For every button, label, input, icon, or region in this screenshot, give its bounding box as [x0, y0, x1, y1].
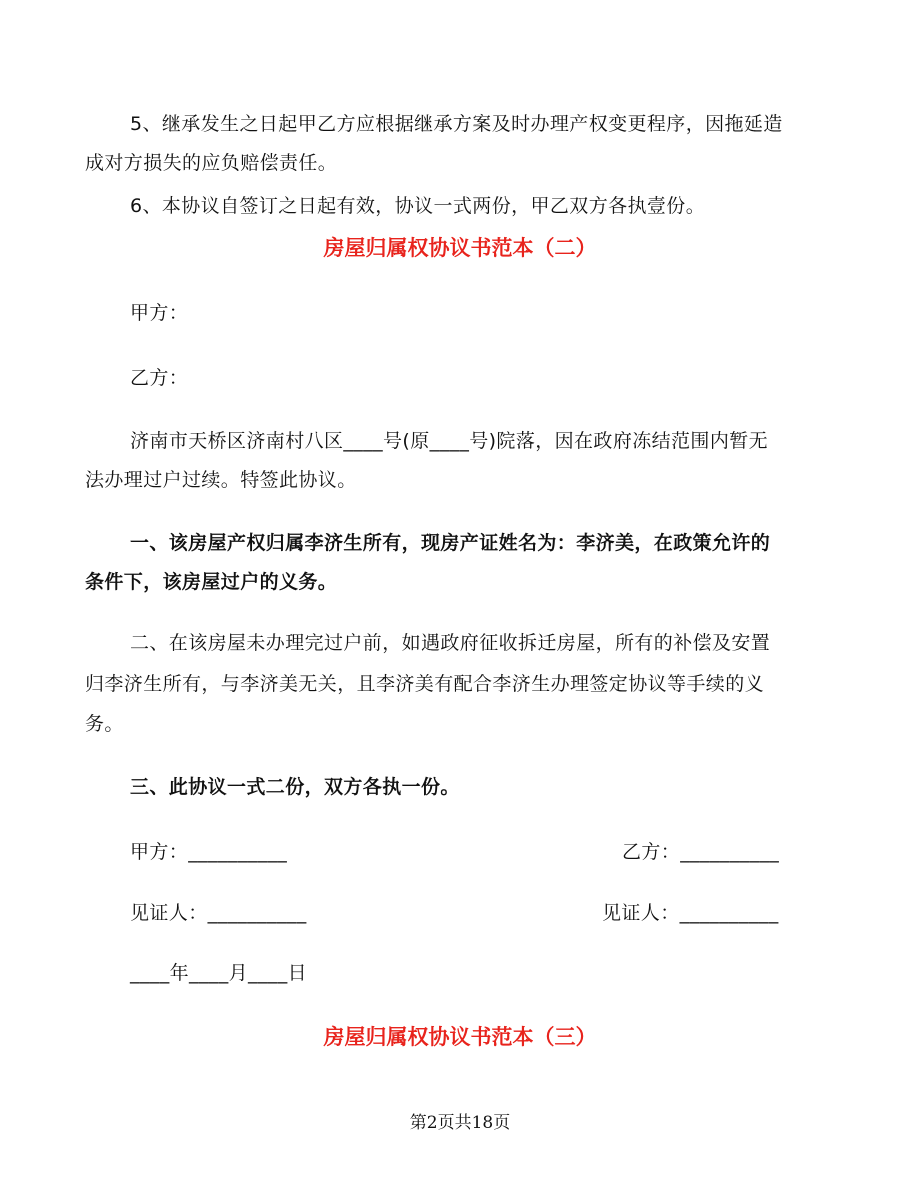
- intro-line-1: 济南市天桥区济南村八区____号(原____号)院落，因在政府冻结范围内暂无: [130, 430, 769, 452]
- witness-a: 见证人：__________: [130, 902, 307, 924]
- clause-2-line-2: 归李济生所有，与李济美无关，且李济美有配合李济生办理签定协议等手续的义: [85, 673, 765, 695]
- section-2-title: 房屋归属权协议书范本（二）: [323, 236, 597, 260]
- item-5-line-1: 5、继承发生之日起甲乙方应根据继承方案及时办理产权变更程序，因拖延造: [130, 113, 783, 135]
- item-6: 6、本协议自签订之日起有效，协议一式两份，甲乙双方各执壹份。: [130, 195, 706, 217]
- section-3-title: 房屋归属权协议书范本（三）: [323, 1025, 597, 1049]
- item-5-line-2: 成对方损失的应负赔偿责任。: [85, 152, 338, 174]
- witness-b: 见证人：__________: [602, 902, 779, 924]
- clause-2-line-3: 务。: [85, 713, 124, 735]
- party-a-label: 甲方：: [130, 302, 189, 324]
- party-b-label: 乙方：: [130, 367, 189, 389]
- page-number: 第2页共18页: [409, 1113, 511, 1133]
- clause-3: 三、此协议一式二份，双方各执一份。: [130, 776, 460, 798]
- intro-line-2: 法办理过户过续。特签此协议。: [85, 469, 357, 491]
- sign-party-b: 乙方：__________: [622, 841, 780, 863]
- date-line: ____年____月____日: [130, 962, 308, 984]
- clause-1-line-2: 条件下，该房屋过户的义务。: [85, 571, 338, 593]
- sign-party-a: 甲方：__________: [130, 841, 288, 863]
- clause-2-line-1: 二、在该房屋未办理完过户前，如遇政府征收拆迁房屋，所有的补偿及安置: [130, 632, 771, 654]
- clause-1-line-1: 一、该房屋产权归属李济生所有，现房产证姓名为：李济美，在政策允许的: [130, 532, 771, 554]
